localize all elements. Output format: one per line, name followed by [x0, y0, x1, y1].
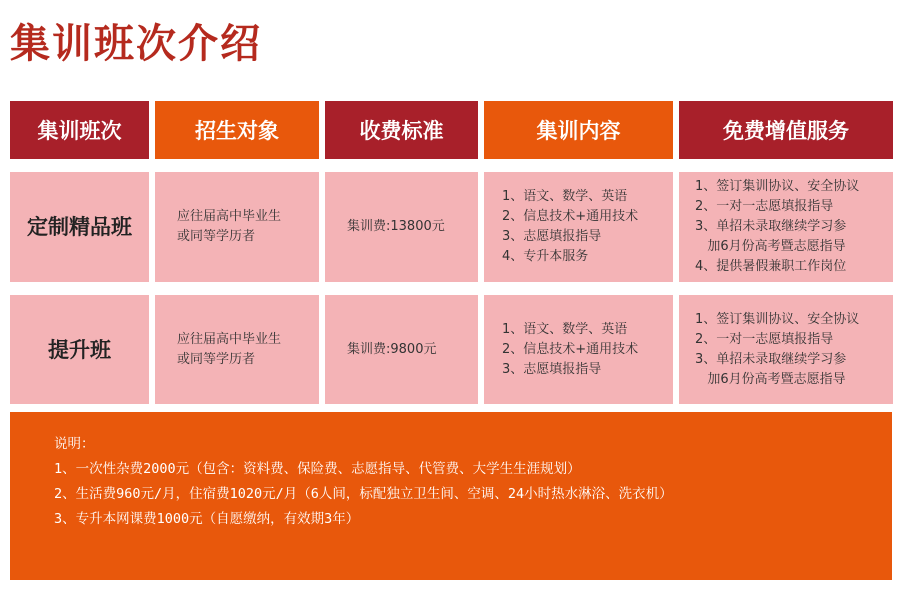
header-target: 招生对象 [155, 101, 319, 159]
content-item: 2、信息技术+通用技术 [502, 341, 639, 357]
row-2-fee [325, 295, 478, 404]
content-item: 2、信息技术+通用技术 [502, 209, 639, 224]
row-2-target-line: 或同等学历者 [177, 351, 256, 367]
content-item: 3、志愿填报指导 [502, 229, 602, 244]
service-item: 2、一对一志愿填报指导 [695, 331, 834, 347]
header-services: 免费增值服务 [679, 101, 893, 159]
row-2-fee-text: 集训费:9800元 [347, 341, 437, 357]
notes-label: 说明： [54, 436, 95, 452]
note-item: 3、专升本网课费1000元（自愿缴纳，有效期3年） [54, 511, 360, 527]
row-1-target-line: 应往届高中毕业生 [177, 209, 282, 224]
service-item: 4、提供暑假兼职工作岗位 [695, 259, 847, 274]
service-item: 1、签订集训协议、安全协议 [695, 179, 860, 194]
service-item: 加6月份高考暨志愿指导 [695, 239, 846, 254]
row-2-target-line: 应往届高中毕业生 [177, 331, 282, 347]
row-1-fee-text: 集训费:13800元 [347, 219, 445, 234]
row-1-target [155, 172, 319, 282]
service-item: 加6月份高考暨志愿指导 [695, 371, 846, 387]
row-2-target [155, 295, 319, 404]
row-2-class-name: 提升班 [10, 295, 149, 404]
content-item: 1、语文、数学、英语 [502, 189, 628, 204]
notes-panel [10, 412, 892, 580]
note-item: 1、一次性杂费2000元（包含：资料费、保险费、志愿指导、代管费、大学生生涯规划） [54, 461, 581, 477]
row-1-services [679, 172, 893, 282]
row-1-class-name: 定制精品班 [10, 172, 149, 282]
service-item: 3、单招未录取继续学习参 [695, 351, 847, 367]
content-item: 3、志愿填报指导 [502, 361, 602, 377]
row-2-services [679, 295, 893, 404]
header-content: 集训内容 [484, 101, 673, 159]
row-1-content [484, 172, 673, 282]
service-item: 1、签订集训协议、安全协议 [695, 311, 860, 327]
row-1-target-line: 或同等学历者 [177, 229, 256, 244]
content-item: 4、专升本服务 [502, 249, 589, 264]
service-item: 3、单招未录取继续学习参 [695, 219, 847, 234]
page-title: 集训班次介绍 [10, 21, 262, 67]
header-class: 集训班次 [10, 101, 149, 159]
row-1-fee [325, 172, 478, 282]
service-item: 2、一对一志愿填报指导 [695, 199, 834, 214]
row-2-content [484, 295, 673, 404]
content-item: 1、语文、数学、英语 [502, 321, 628, 337]
note-item: 2、生活费960元/月，住宿费1020元/月（6人间，标配独立卫生间、空调、24小时热水淋浴、洗衣机） [54, 486, 673, 502]
header-fee: 收费标准 [325, 101, 478, 159]
